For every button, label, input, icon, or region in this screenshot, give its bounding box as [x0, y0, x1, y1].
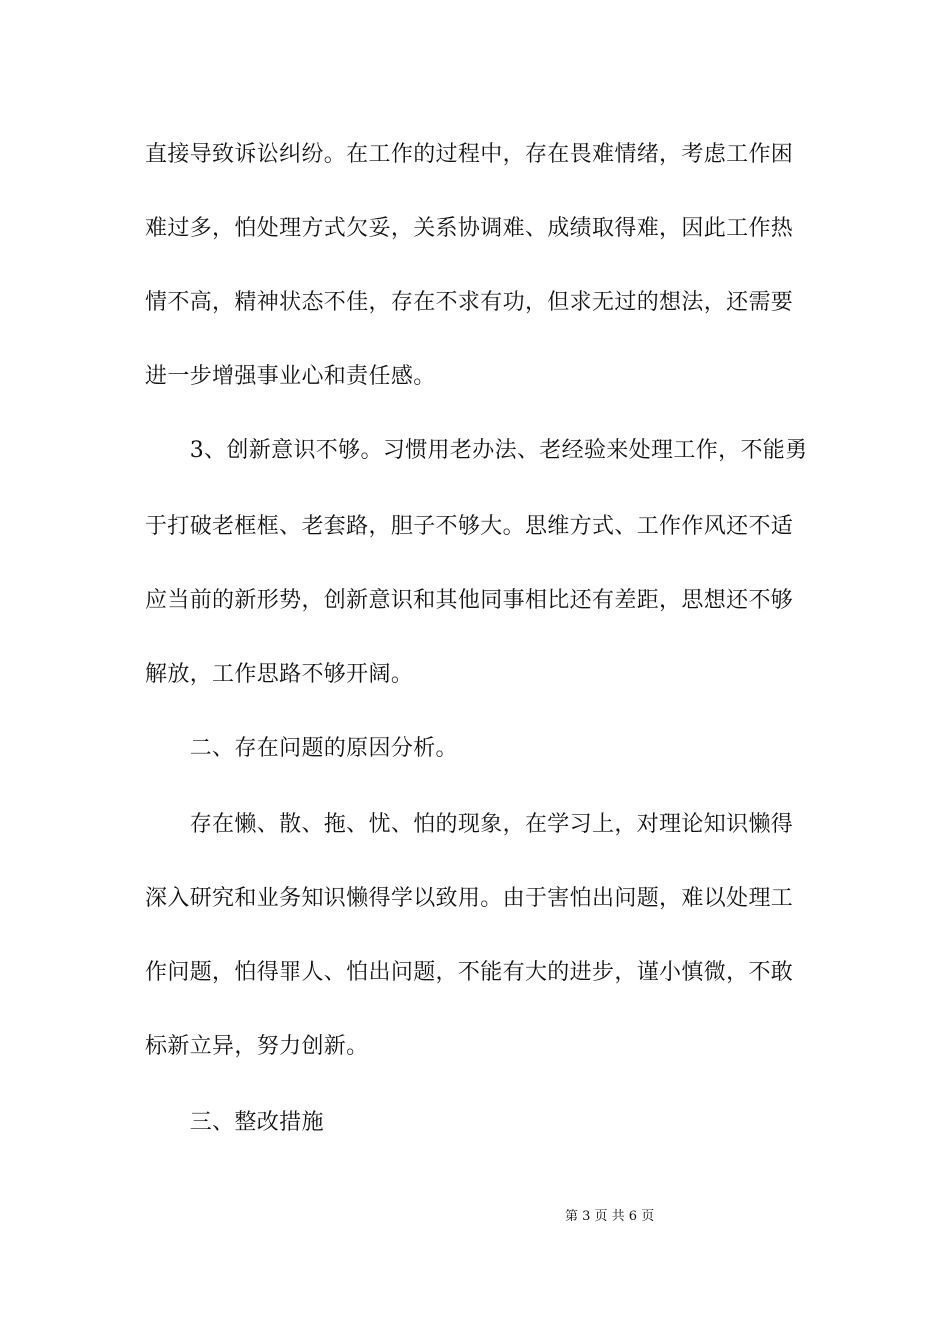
text-line: 进一步增强事业心和责任感。: [145, 364, 436, 389]
text-line: 难过多，怕处理方式欠妥，关系协调难、成绩取得难，因此工作热: [145, 216, 794, 241]
text-line: 作问题，怕得罪人、怕出问题，不能有大的进步，谨小慎微，不敢: [145, 960, 794, 985]
section-heading: 三、整改措施: [145, 1110, 324, 1135]
text-line: 3、创新意识不够。习惯用老办法、老经验来处理工作，不能勇: [145, 438, 808, 463]
text-line: 于打破老框框、老套路，胆子不够大。思维方式、工作作风还不适: [145, 514, 794, 539]
text-line: 直接导致诉讼纠纷。在工作的过程中，存在畏难情绪，考虑工作困: [145, 142, 794, 167]
section-heading: 二、存在问题的原因分析。: [145, 736, 458, 761]
text-line: 应当前的新形势，创新意识和其他同事相比还有差距，思想还不够: [145, 588, 794, 613]
text-line: 标新立异，努力创新。: [145, 1034, 369, 1059]
text-line: 解放，工作思路不够开阔。: [145, 662, 414, 687]
text-line: 情不高，精神状态不佳，存在不求有功，但求无过的想法，还需要: [145, 290, 794, 315]
page-number-footer: 第 3 页 共 6 页: [565, 1209, 655, 1224]
text-line: 存在懒、散、拖、忧、怕的现象，在学习上，对理论知识懒得: [145, 812, 794, 837]
text-line: 深入研究和业务知识懒得学以致用。由于害怕出问题，难以处理工: [145, 886, 794, 911]
